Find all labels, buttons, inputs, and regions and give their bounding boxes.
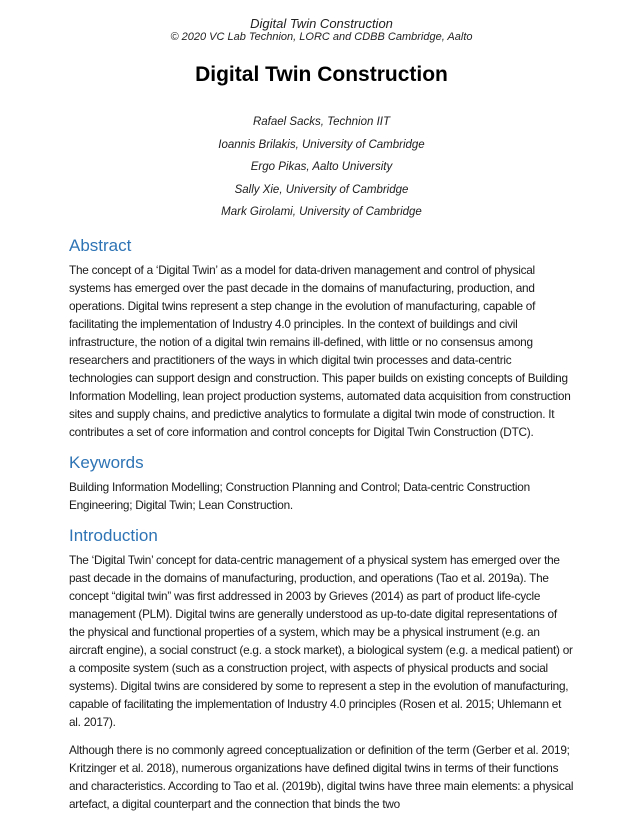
paper-title: Digital Twin Construction [195, 63, 448, 86]
author-line-4: Sally Xie, University of Cambridge [234, 183, 409, 196]
section-heading-abstract: Abstract [69, 236, 132, 255]
author-line-5: Mark Girolami, University of Cambridge [221, 206, 422, 218]
section-heading-introduction: Introduction [69, 526, 158, 545]
introduction-paragraph-2: Although there is no commonly agreed conceptualization or definition of the term (Gerber et al. 2019; Kritzinger et al. 2018), numerous organizations have defined digital twins in terms of their functions and characteristics. According to Tao et al. (2019b), digital twins have three main elements: a physical artefact, a digital counterpart and the connection that binds the two [69, 743, 574, 811]
section-keywords [69, 451, 574, 514]
introduction-paragraph-1: The ‘Digital Twin’ concept for data-centric management of a physical system has emerged over the past decade in the domains of manufacturing, production, and operations (Tao et al. 2019a). The concept “digital twin” was first addressed in 2003 by Grieves (2014) as part of product life-cycle management (PLM). Digital twins are generally understood as up-to-date digital representations of the physical and functional properties of a system, which may be a physical instrument (e.g. an aircraft engine), a social construct (e.g. a stock market), a biological system (e.g. a medical patient) or a composite system (such as a construction project, with aspects of physical products and social systems). Digital twins are considered by some to represent a step in the evolution of manufacturing, capable of facilitating the implementation of Industry 4.0 principles (Rosen et al. 2015; Uhlemann et al. 2017). [69, 553, 573, 729]
section-abstract [69, 234, 574, 441]
abstract-paragraph: The concept of a ‘Digital Twin’ as a model for data-driven management and control of physical systems has emerged over the past decade in the domains of manufacturing, production, and operations. Digital twins represent a step change in the evolution of manufacturing, capable of facilitating the implementation of Industry 4.0 principles. In the context of buildings and civil infrastructure, the notion of a digital twin remains ill-defined, with little or no consensus among researchers and practitioners of the ways in which digital twin processes and data-centric technologies can support design and construction. This paper builds on existing concepts of Building Information Modelling, lean project production systems, automated data acquisition from construction sites and supply chains, and predictive analytics to formulate a digital twin mode of construction. It contributes a set of core information and control concepts for Digital Twin Construction (DTC). [69, 263, 571, 439]
running-header-title: Digital Twin Construction [250, 16, 393, 31]
author-line-2: Ioannis Brilakis, University of Cambridge [218, 138, 425, 151]
author-line-1: Rafael Sacks, Technion IIT [252, 116, 390, 128]
keywords-paragraph: Building Information Modelling; Construction Planning and Control; Data-centric Construction Engineering; Digital Twin; Lean Construction. [69, 480, 530, 512]
running-header-copyright: © 2020 VC Lab Technion, LORC and CDBB Cambridge, Aalto [170, 31, 473, 43]
section-introduction [69, 524, 574, 813]
running-header [69, 16, 574, 44]
author-line-3: Ergo Pikas, Aalto University [250, 161, 393, 173]
author-list [69, 116, 574, 218]
section-heading-keywords: Keywords [69, 453, 144, 472]
